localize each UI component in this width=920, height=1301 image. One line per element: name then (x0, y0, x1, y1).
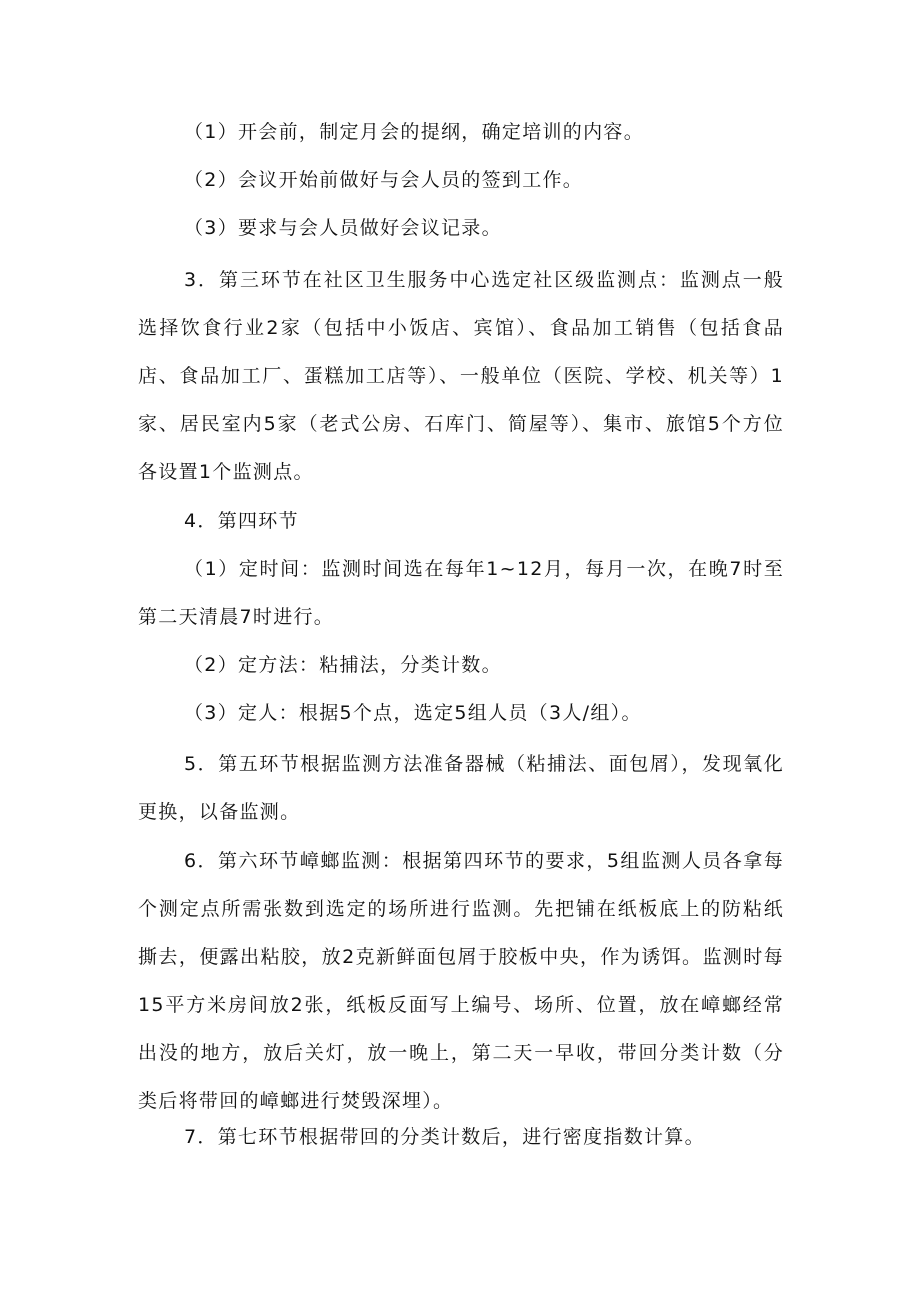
paragraph-meeting-step-1: （1）开会前，制定月会的提纲，确定培训的内容。 (184, 121, 644, 143)
paragraph-section-5: 5．第五环节根据监测方法准备器械（粘捕法、面包屑），发现氧化更换，以备监测。 (138, 753, 784, 823)
paragraph-section-4-item-2: （2）定方法：粘捕法，分类计数。 (184, 654, 502, 676)
paragraph-section-4-item-3: （3）定人：根据5个点，选定5组人员（3人/组）。 (184, 702, 642, 724)
paragraph-section-7: 7．第七环节根据带回的分类计数后，进行密度指数计算。 (184, 1126, 705, 1148)
paragraph-meeting-step-3: （3）要求与会人员做好会议记录。 (184, 217, 502, 239)
paragraph-section-4-heading: 4．第四环节 (184, 510, 299, 532)
paragraph-section-6: 6．第六环节嶂螂监测：根据第四环节的要求，5组监测人员各拿每个测定点所需张数到选定的场所进行监测。先把铺在纸板底上的防粘纸撕去，便露出粘胶，放2克新鲜面包屑于胶板中央，作为诱饵。监测时每15平方米房间放2张，纸板反面写上编号、场所、位置，放在嶂螂经常出没的地方，放后关灯，放一晚上，第二天一早收，带回分类计数（分类后将带回的嶂螂进行焚毁深埋）。 (138, 850, 784, 1112)
paragraph-meeting-step-2: （2）会议开始前做好与会人员的签到工作。 (184, 169, 584, 191)
paragraph-section-3: 3．第三环节在社区卫生服务中心选定社区级监测点：监测点一般选择饮食行业2家（包括中小饭店、宾馆）、食品加工销售（包括食品店、食品加工厂、蛋糕加工店等）、一般单位（医院、学校、机关等）1家、居民室内5家（老式公房、石库门、简屋等）、集市、旅馆5个方位各设置1个监测点。 (138, 269, 784, 483)
paragraph-section-4-item-1: （1）定时间：监测时间选在每年1~12月，每月一次，在晚7时至第二天清晨7时进行。 (138, 558, 784, 628)
